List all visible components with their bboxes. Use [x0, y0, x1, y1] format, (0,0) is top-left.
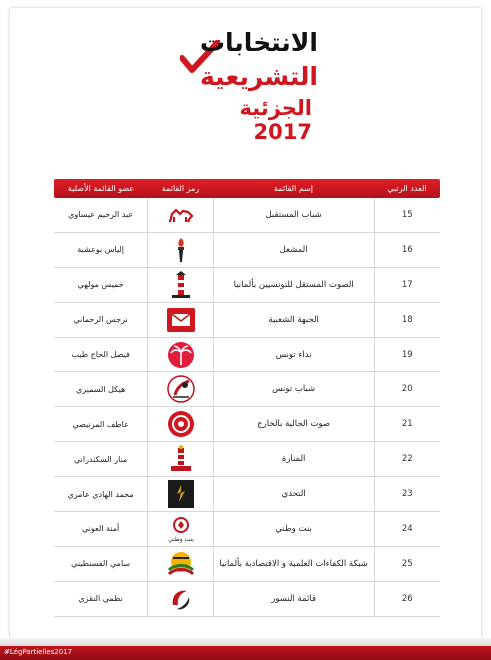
row-list-name — [213, 442, 375, 476]
row-list-symbol — [147, 233, 213, 267]
row-member: أمنة العوني — [81, 524, 120, 534]
row-number: 25 — [401, 558, 413, 569]
eagle-logo-icon — [167, 585, 195, 613]
row-list-symbol — [147, 547, 213, 581]
row-number: 20 — [401, 384, 413, 395]
row-list-name — [213, 547, 375, 581]
logo-line-2: التشريعية — [199, 62, 318, 91]
row-number: 16 — [401, 244, 413, 255]
row-number: 23 — [401, 489, 413, 500]
row-member: هيكل السميري — [76, 384, 126, 394]
table-row — [54, 407, 440, 442]
row-list-name — [213, 338, 375, 372]
row-list-name — [213, 512, 375, 546]
row-list-symbol — [147, 407, 213, 441]
table-row — [54, 547, 440, 582]
row-number: 24 — [401, 523, 413, 534]
list-name-text: صوت الجالية بالخارج — [257, 419, 331, 430]
row-list-symbol — [147, 372, 213, 406]
youth-emblem-icon — [167, 375, 195, 403]
logo-line-3: الجزئية 2017 — [239, 96, 312, 144]
svg-text:بنت وطني: بنت وطني — [167, 535, 194, 543]
table-body — [54, 198, 440, 617]
logo-line-1: الانتخابات — [199, 28, 318, 57]
col-header-number: العدد الرتبي — [387, 184, 427, 193]
row-list-name — [213, 198, 375, 232]
row-member: خميس مولهي — [77, 280, 124, 290]
row-member: إلياس بوعشبة — [77, 245, 125, 255]
list-name-text: الصوت المستقل للتونسيين بألمانيا — [233, 279, 354, 290]
row-member: نرجس الرحماني — [73, 315, 128, 325]
row-member: نظمي النقزي — [78, 594, 123, 604]
candidate-lists-table — [54, 179, 440, 617]
list-name-text: المنارة — [281, 454, 306, 465]
row-list-symbol — [147, 198, 213, 232]
table-row — [54, 477, 440, 512]
list-name-text: نداء تونس — [275, 349, 312, 360]
row-member: عاطف المرنيصي — [72, 419, 129, 429]
list-name-text: شباب المستقبل — [265, 209, 322, 220]
row-list-name — [213, 582, 375, 616]
row-member: محمد الهادي عامري — [67, 489, 134, 499]
row-number: 21 — [401, 419, 413, 430]
row-list-name — [213, 407, 375, 441]
row-list-name — [213, 268, 375, 302]
col-header-list-symbol: رمز القائمة — [161, 184, 200, 193]
row-list-name — [213, 303, 375, 337]
row-number: 19 — [401, 349, 413, 360]
row-member: فيصل الحاج طيب — [71, 350, 130, 359]
table-row — [54, 512, 440, 547]
row-member: سامي القسنطيني — [71, 559, 131, 569]
row-list-name — [213, 233, 375, 267]
col-header-member: عضو القائمة الأصلية — [67, 184, 135, 193]
row-member: عبد الرحيم عيساوي — [68, 210, 134, 220]
table-row — [54, 442, 440, 477]
row-list-symbol — [147, 582, 213, 616]
row-member: منار السكندراني — [73, 454, 128, 464]
footer-hashtag: #LégPartielles2017 — [4, 648, 73, 656]
list-name-text: شبكة الكفاءات العلمية و الاقتصادية بألمانيا — [219, 558, 368, 569]
footer-bar — [0, 646, 491, 660]
table-row — [54, 582, 440, 617]
list-name-text: المشعل — [279, 244, 308, 255]
network-logo-icon — [165, 550, 197, 578]
table-row — [54, 338, 440, 373]
row-list-symbol — [147, 338, 213, 372]
palm-icon — [167, 341, 195, 369]
bint-watani-logo-icon — [166, 515, 196, 543]
row-list-symbol — [147, 268, 213, 302]
table-header — [54, 179, 440, 198]
row-number: 15 — [401, 209, 413, 220]
row-list-name — [213, 477, 375, 511]
challenge-logo-icon — [168, 480, 194, 508]
community-emblem-icon — [167, 410, 195, 438]
election-logo — [178, 28, 318, 144]
list-name-text: قائمة النسور — [271, 593, 317, 604]
col-header-list-name: إسم القائمة — [273, 184, 314, 193]
envelope-icon — [166, 307, 196, 333]
list-name-text: التحدي — [281, 489, 306, 500]
table-row — [54, 372, 440, 407]
row-list-symbol — [147, 442, 213, 476]
torch-icon — [171, 236, 191, 264]
row-list-symbol — [147, 477, 213, 511]
list-name-text: بنت وطني — [275, 523, 312, 534]
row-number: 18 — [401, 314, 413, 325]
list-name-text: الجبهة الشعبية — [268, 314, 319, 325]
table-row — [54, 198, 440, 233]
lighthouse-icon — [169, 271, 193, 299]
row-list-symbol — [147, 512, 213, 546]
table-row — [54, 268, 440, 303]
camel-icon — [166, 204, 196, 226]
row-list-symbol — [147, 303, 213, 337]
list-name-text: شباب تونس — [272, 384, 316, 395]
table-row — [54, 303, 440, 338]
footer-stripe — [0, 638, 491, 646]
lighthouse-logo-icon — [169, 445, 193, 473]
row-list-name — [213, 372, 375, 406]
table-row — [54, 233, 440, 268]
row-number: 17 — [401, 279, 413, 290]
row-number: 26 — [401, 593, 413, 604]
row-number: 22 — [401, 454, 413, 465]
